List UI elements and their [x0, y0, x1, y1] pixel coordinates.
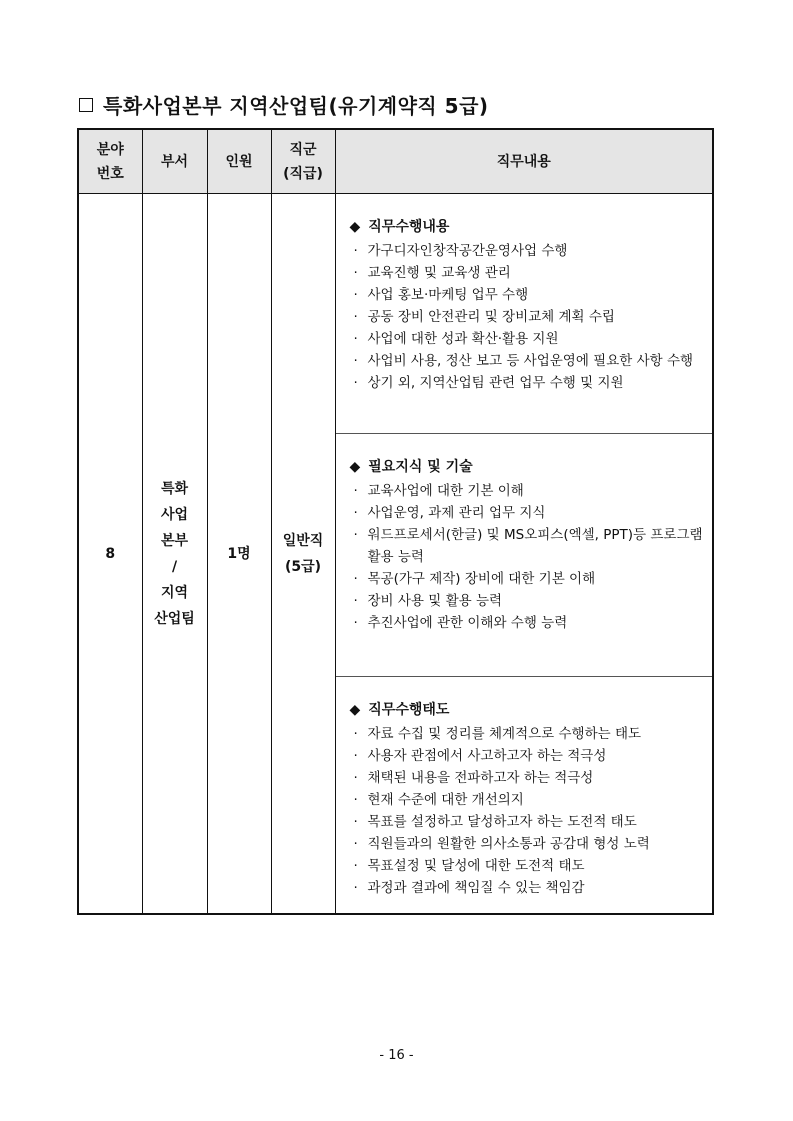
department-line: 본부: [160, 532, 189, 549]
list-item: [350, 328, 707, 350]
list-item: [350, 767, 707, 789]
list-item-text: 목공(가구 제작) 장비에 대한 기본 이해: [367, 571, 596, 587]
middle-dot-bullet-icon: ·: [353, 880, 358, 896]
section-title: [79, 90, 489, 119]
list-item-text: 사업 홍보·마케팅 업무 수행: [367, 287, 529, 303]
job_group-line: 일반직: [282, 532, 324, 549]
middle-dot-bullet-icon: ·: [353, 309, 358, 325]
diamond-bullet-icon: ◆: [349, 702, 361, 718]
table-header-row: [78, 129, 713, 194]
column-header-line: 분야: [96, 141, 124, 158]
middle-dot-bullet-icon: ·: [353, 593, 358, 609]
list-item: [350, 262, 707, 284]
middle-dot-bullet-icon: ·: [353, 792, 358, 808]
list-item: [350, 524, 707, 568]
list-item-text: 채택된 내용을 전파하고자 하는 적극성: [367, 770, 594, 786]
column-header: [271, 129, 335, 194]
column-header: [142, 129, 207, 194]
section-heading-text: 직무수행태도: [368, 702, 450, 718]
section-heading-text: 필요지식 및 기술: [368, 459, 473, 475]
middle-dot-bullet-icon: ·: [353, 748, 358, 764]
list-item: [350, 590, 707, 612]
section-heading-text: 직무수행내용: [368, 219, 450, 235]
section-heading: [350, 699, 707, 719]
field-number: 8: [78, 194, 142, 915]
list-item-text: 목표를 설정하고 달성하고자 하는 도전적 태도: [367, 814, 637, 830]
list-item: [350, 745, 707, 767]
list-item-text: 장비 사용 및 활용 능력: [367, 593, 503, 609]
list-item-text: 현재 수준에 대한 개선의지: [367, 792, 524, 808]
middle-dot-bullet-icon: ·: [353, 836, 358, 852]
section-heading: [350, 216, 707, 236]
duty-section: [336, 676, 713, 913]
department-line: 특화: [160, 480, 189, 497]
middle-dot-bullet-icon: ·: [353, 265, 358, 281]
diamond-bullet-icon: ◆: [349, 459, 361, 475]
list-item: [350, 502, 707, 524]
list-item: [350, 480, 707, 502]
middle-dot-bullet-icon: ·: [353, 375, 358, 391]
list-item: [350, 284, 707, 306]
middle-dot-bullet-icon: ·: [353, 287, 358, 303]
middle-dot-bullet-icon: ·: [353, 726, 358, 742]
job-group: [271, 194, 335, 915]
department-line: 사업: [160, 506, 189, 523]
list-item: [350, 855, 707, 877]
list-item-text: 자료 수집 및 정리를 체계적으로 수행하는 태도: [367, 726, 642, 742]
list-item-text: 공동 장비 안전관리 및 장비교체 계획 수립: [367, 309, 615, 325]
section-heading: [350, 456, 707, 476]
department-line: /: [171, 558, 178, 575]
page-number: - 16 -: [379, 1048, 414, 1063]
column-header-line: 번호: [96, 165, 124, 182]
list-item-text: 교육진행 및 교육생 관리: [367, 265, 511, 281]
middle-dot-bullet-icon: ·: [353, 505, 358, 521]
column-header: [335, 129, 713, 194]
list-item: [350, 306, 707, 328]
list-item-text: 추진사업에 관한 이해와 수행 능력: [367, 615, 568, 631]
list-item: [350, 350, 707, 372]
list-item: [350, 789, 707, 811]
department-line: 지역: [160, 584, 189, 601]
section-title-text: 특화사업본부 지역산업팀(유기계약직 5급): [103, 94, 489, 118]
middle-dot-bullet-icon: ·: [353, 243, 358, 259]
department-line: 산업팀: [154, 610, 195, 627]
column-header-line: 직군: [289, 141, 317, 158]
list-item: [350, 240, 707, 262]
column-header: [78, 129, 142, 194]
job_group-line: (5급): [284, 558, 322, 575]
list-item: [350, 833, 707, 855]
list-item-text: 사업에 대한 성과 확산·활용 지원: [367, 331, 559, 347]
department: [142, 194, 207, 915]
list-item: [350, 568, 707, 590]
headcount: 1명: [207, 194, 271, 915]
column-header-line: (직급): [283, 165, 323, 182]
middle-dot-bullet-icon: ·: [353, 615, 358, 631]
middle-dot-bullet-icon: ·: [353, 770, 358, 786]
middle-dot-bullet-icon: ·: [353, 353, 358, 369]
list-item-text: 사업비 사용, 정산 보고 등 사업운영에 필요한 사항 수행: [367, 353, 694, 369]
column-header-line: 직무내용: [496, 153, 551, 170]
column-header-line: 부서: [160, 153, 189, 170]
list-item-text: 교육사업에 대한 기본 이해: [367, 483, 524, 499]
list-item: [350, 723, 707, 745]
list-item-text: 과정과 결과에 책임질 수 있는 책임감: [367, 880, 585, 896]
column-header: [207, 129, 271, 194]
list-item-text: 가구디자인창작공간운영사업 수행: [367, 243, 568, 259]
middle-dot-bullet-icon: ·: [353, 331, 358, 347]
middle-dot-bullet-icon: ·: [353, 483, 358, 499]
list-item: [350, 811, 707, 833]
table-row: [78, 194, 713, 915]
list-item-text: 사용자 관점에서 사고하고자 하는 적극성: [367, 748, 607, 764]
checkbox-square-icon: [79, 98, 93, 112]
list-item-text: 직원들과의 원활한 의사소통과 공감대 형성 노력: [367, 836, 650, 852]
job-description: [335, 194, 713, 915]
list-item-text: 상기 외, 지역산업팀 관련 업무 수행 및 지원: [367, 375, 624, 391]
list-item-text: 워드프로세서(한글) 및 MS오피스(엑셀, PPT)등 프로그램 활용 능력: [367, 527, 703, 565]
middle-dot-bullet-icon: ·: [353, 527, 358, 543]
list-item-text: 목표설정 및 달성에 대한 도전적 태도: [367, 858, 585, 874]
middle-dot-bullet-icon: ·: [353, 858, 358, 874]
duty-section: [336, 194, 713, 433]
list-item-text: 사업운영, 과제 관리 업무 지식: [367, 505, 546, 521]
diamond-bullet-icon: ◆: [349, 219, 361, 235]
middle-dot-bullet-icon: ·: [353, 571, 358, 587]
duty-section: [336, 433, 713, 676]
job-table: [77, 128, 714, 915]
column-header-line: 인원: [225, 153, 253, 170]
list-item: [350, 372, 707, 394]
list-item: [350, 612, 707, 634]
list-item: [350, 877, 707, 899]
middle-dot-bullet-icon: ·: [353, 814, 358, 830]
